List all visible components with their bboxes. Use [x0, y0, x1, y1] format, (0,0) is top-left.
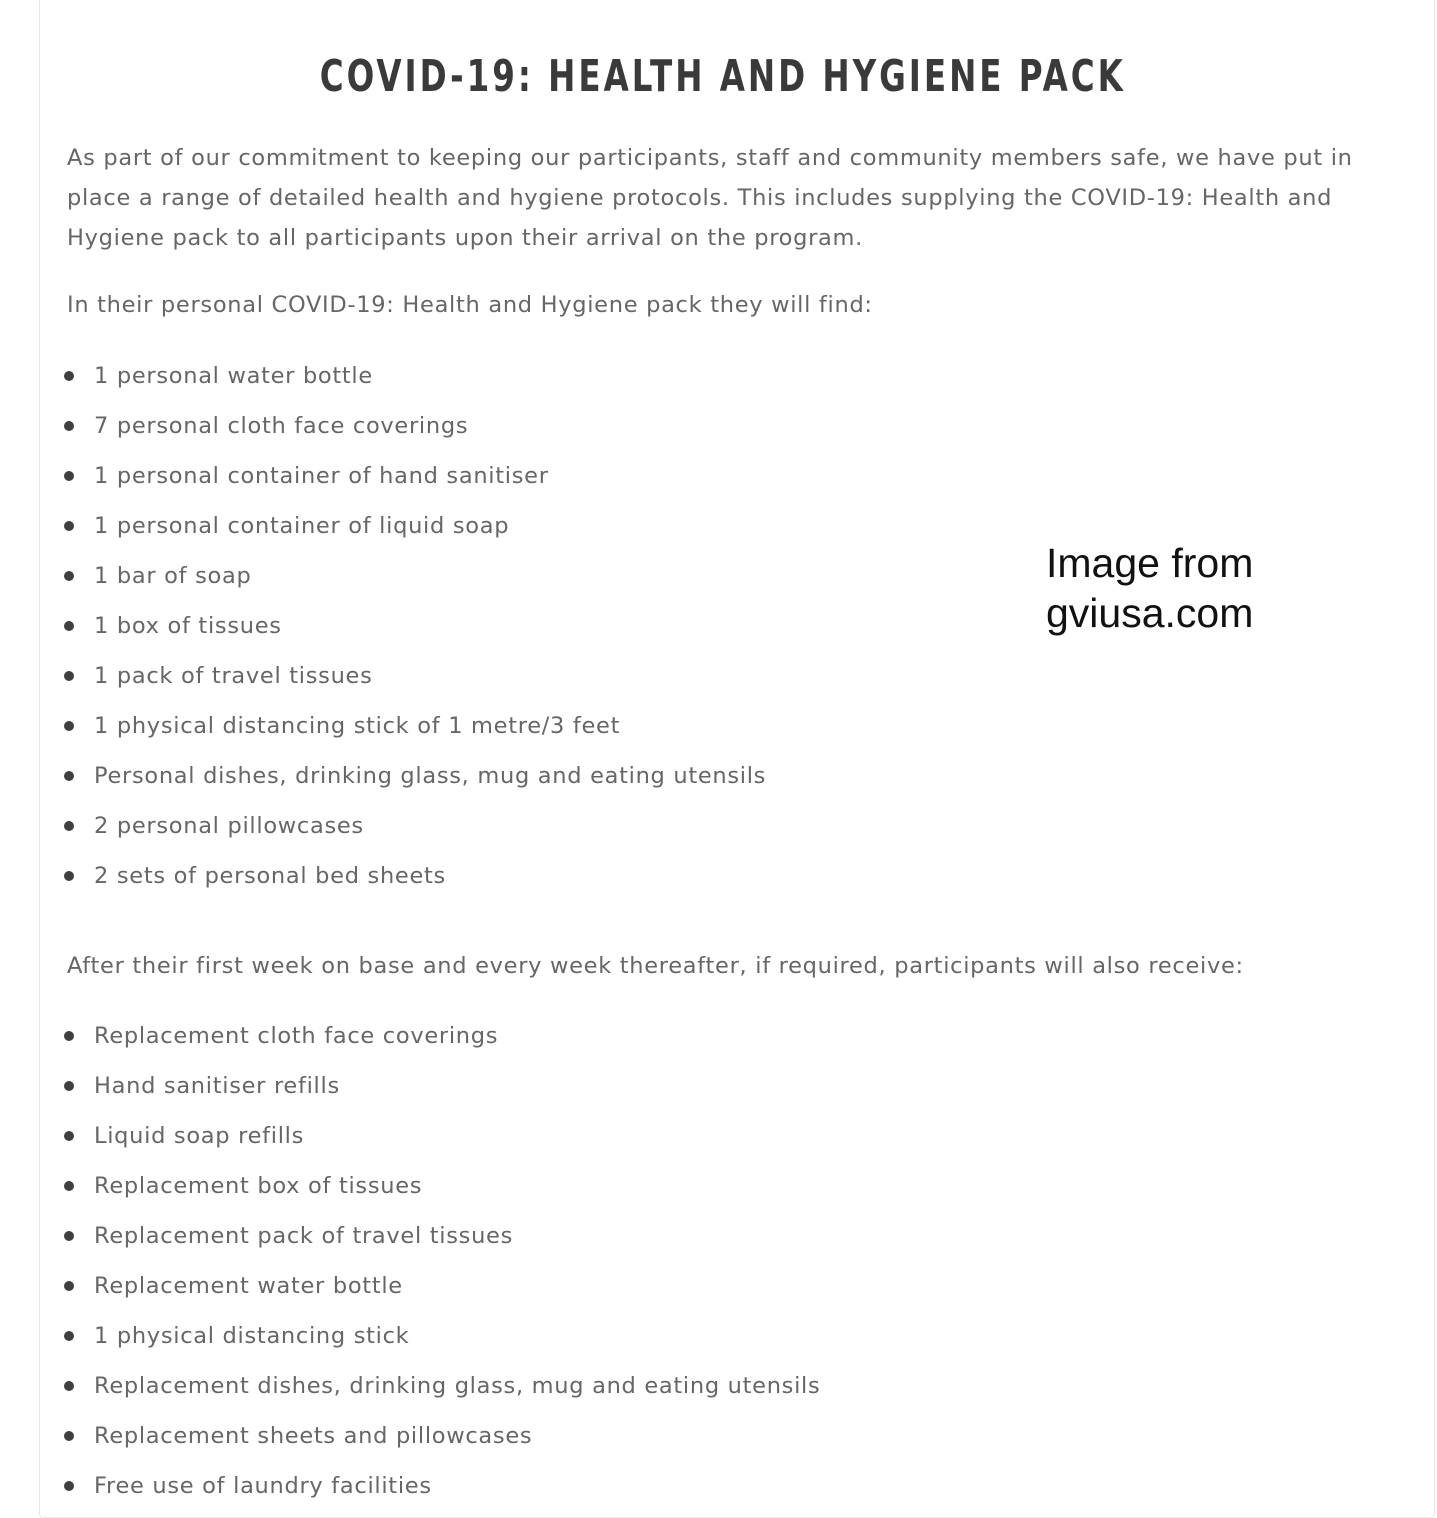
list-item-text: 1 box of tissues [94, 613, 282, 639]
list-item-text: Replacement box of tissues [94, 1173, 423, 1199]
list-item-text: 1 personal container of hand sanitiser [94, 463, 549, 489]
list-item-text: Liquid soap refills [94, 1123, 305, 1149]
list-item-text: 1 pack of travel tissues [94, 663, 373, 689]
bullet-icon [64, 1181, 74, 1191]
pack-items-list [67, 351, 766, 901]
list-item-text: Replacement sheets and pillowcases [94, 1423, 533, 1449]
bullet-icon [64, 1431, 74, 1441]
watermark-line-1: Image from [1046, 540, 1254, 586]
page-title: COVID-19: HEALTH AND HYGIENE PACK [319, 51, 1126, 102]
list-item-text: Replacement pack of travel tissues [94, 1223, 514, 1249]
bullet-icon [64, 671, 74, 681]
source-watermark [1046, 538, 1253, 638]
weekly-items-list [67, 1011, 820, 1511]
bullet-icon [64, 721, 74, 731]
list-item [67, 851, 766, 901]
bullet-icon [64, 371, 74, 381]
list-item [67, 1411, 820, 1461]
list-item [67, 1461, 820, 1511]
list-item-text: 1 bar of soap [94, 563, 252, 589]
list-item [67, 1161, 820, 1211]
list-item-text: Replacement water bottle [94, 1273, 403, 1299]
list-item [67, 451, 766, 501]
watermark-line-2: gviusa.com [1046, 590, 1254, 636]
bullet-icon [64, 771, 74, 781]
pack-intro-paragraph: In their personal COVID-19: Health and Hygiene pack they will find: [67, 292, 873, 318]
list-item [67, 501, 766, 551]
weekly-intro-paragraph: After their first week on base and every week thereafter, if required, participants will also receive: [67, 953, 1244, 979]
list-item-text: Replacement cloth face coverings [94, 1023, 499, 1049]
list-item-text: 1 physical distancing stick of 1 metre/3 feet [94, 713, 621, 739]
list-item-text: Hand sanitiser refills [94, 1073, 340, 1099]
list-item-text: 1 physical distancing stick [94, 1323, 410, 1349]
bullet-icon [64, 1281, 74, 1291]
bullet-icon [64, 1331, 74, 1341]
list-item [67, 751, 766, 801]
list-item-text: 1 personal container of liquid soap [94, 513, 510, 539]
list-item [67, 551, 766, 601]
list-item [67, 401, 766, 451]
list-item [67, 1061, 820, 1111]
list-item [67, 1011, 820, 1061]
intro-paragraph: As part of our commitment to keeping our participants, staff and community members safe, we have put in place a range of detailed health and hygiene protocols. This includes supplying the COVID-19: Health and Hygiene pack to all participants upon their arrival on the program. [67, 145, 1353, 251]
bullet-icon [64, 871, 74, 881]
list-item [67, 1361, 820, 1411]
list-item-text: 7 personal cloth face coverings [94, 413, 469, 439]
list-item-text: Free use of laundry facilities [94, 1473, 432, 1499]
list-item-text: 2 personal pillowcases [94, 813, 364, 839]
bullet-icon [64, 1131, 74, 1141]
bullet-icon [64, 421, 74, 431]
bullet-icon [64, 1231, 74, 1241]
bullet-icon [64, 821, 74, 831]
bullet-icon [64, 571, 74, 581]
list-item-text: 2 sets of personal bed sheets [94, 863, 446, 889]
bullet-icon [64, 1481, 74, 1491]
list-item-text: Replacement dishes, drinking glass, mug and eating utensils [94, 1373, 821, 1399]
bullet-icon [64, 521, 74, 531]
bullet-icon [64, 621, 74, 631]
bullet-icon [64, 1081, 74, 1091]
list-item [67, 1111, 820, 1161]
bullet-icon [64, 1031, 74, 1041]
list-item [67, 351, 766, 401]
list-item [67, 1211, 820, 1261]
list-item [67, 701, 766, 751]
list-item [67, 601, 766, 651]
bullet-icon [64, 471, 74, 481]
list-item-text: 1 personal water bottle [94, 363, 373, 389]
list-item [67, 1311, 820, 1361]
list-item [67, 801, 766, 851]
list-item-text: Personal dishes, drinking glass, mug and eating utensils [94, 763, 767, 789]
list-item [67, 651, 766, 701]
list-item [67, 1261, 820, 1311]
bullet-icon [64, 1381, 74, 1391]
